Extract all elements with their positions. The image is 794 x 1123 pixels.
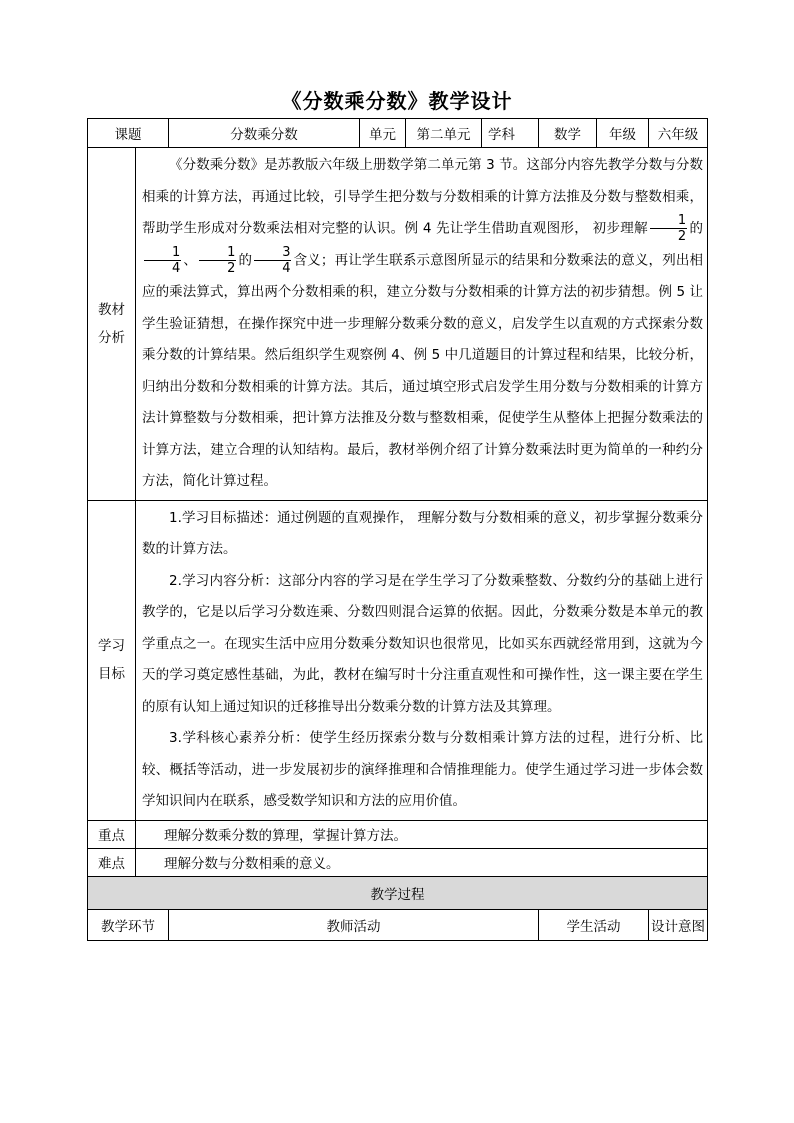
analysis-text (136, 148, 708, 501)
subject-value: 数学 (539, 119, 597, 148)
grade-label: 年级 (597, 119, 649, 148)
difficulty-text: 理解分数与分数相乘的意义。 (136, 848, 708, 876)
fraction-one-half-b: $\frac{1}{2}$ (199, 245, 236, 276)
lesson-plan-table (87, 118, 708, 941)
process-columns-row (88, 909, 708, 940)
fraction-one-half-a: $\frac{1}{2}$ (650, 213, 687, 244)
process-heading: 教学过程 (88, 876, 708, 909)
header-row (88, 119, 708, 148)
objectives-label-line1: 学习 (98, 638, 125, 654)
page-title: 《分数乘分数》教学设计 (281, 89, 513, 113)
key-point-label: 重点 (88, 820, 136, 848)
objective-item-3: 3.学科核心素养分析：使学生经历探索分数与分数相乘计算方法的过程，进行分析、比较、概括等活动，进一步发展初步的演绎推理和合情推理能力。使学生通过学习进一步体会数学知识间内在联系，感受数学知识和方法的应用价值。 (142, 730, 703, 809)
unit-value: 第二单元 (406, 119, 482, 148)
process-heading-row (88, 876, 708, 909)
grade-value: 六年级 (649, 119, 708, 148)
objective-item-2: 2.学习内容分析：这部分内容的学习是在学生学习了分数乘整数、分数约分的基础上进行教学的，它是以后学习分数连乘、分数四则混合运算的依据。因此，分数乘分数是本单元的教学重点之一。在现实生活中应用分数乘分数知识也很常见，比如买东西就经常用到，这就为今天的学习奠定感性基础，为此，教材在编写时十分注重直观性和可操作性，这一课主要在学生的原有认知上通过知识的迁移推导出分数乘分数的计算方法及其算理。 (142, 572, 703, 715)
key-point-row (88, 820, 708, 848)
col-student: 学生活动 (539, 909, 649, 940)
difficulty-row (88, 848, 708, 876)
analysis-row (88, 148, 708, 501)
fraction-three-quarters: $\frac{3}{4}$ (254, 245, 291, 276)
col-intent: 设计意图 (649, 909, 708, 940)
key-point-text: 理解分数乘分数的算理，掌握计算方法。 (136, 820, 708, 848)
topic-value: 分数乘分数 (169, 119, 360, 148)
difficulty-label: 难点 (88, 848, 136, 876)
analysis-text-part-b: 的 (689, 220, 704, 237)
analysis-text-part-d: 的 (238, 252, 253, 269)
objectives-label (88, 500, 136, 820)
analysis-label-line2: 分析 (98, 329, 125, 346)
analysis-label-line1: 教材 (98, 301, 125, 318)
unit-label: 单元 (360, 119, 406, 148)
analysis-text-part-e: 含义；再让学生联系示意图所显示的结果和分数乘法的意义，列出相应的乘法算式，算出两个分数相乘的积，建立分数与分数相乘的计算方法的初步猜想。例 5 让学生验证猜想，在操作探究中进一步理解分数乘分数的意义，启发学生以直观的方式探索分数乘分数的计算结果。然后组织学生观察例 4、例 5 中几道题目的计算过程和结果，比较分析，归纳出分数和分数相乘的计算方法。其后，通过填空形式启发学生用分数与分数相乘的计算方法计算整数与分数相乘，把计算方法推及分数与整数相乘，促使学生从整体上把握分数乘法的计算方法，建立合理的认知结构。最后，教材举例介绍了计算分数乘法时更为简单的一种约分方法，简化计算过程。 (142, 252, 704, 489)
objectives-label-line2: 目标 (98, 666, 125, 682)
analysis-text-part-a: 《分数乘分数》是苏教版六年级上册数学第二单元第 3 节。这部分内容先教学分数与分数相乘的计算方法，再通过比较，引导学生把分数与分数相乘的计算方法推及分数与整数相乘，帮助学生形成对分数乘法相对完整的认识。例 4 先让学生借助直观图形， 初步理解 (142, 157, 703, 237)
objectives-text (136, 500, 708, 820)
objectives-row (88, 500, 708, 820)
col-teacher: 教师活动 (169, 909, 539, 940)
analysis-text-part-c: 、 (183, 252, 198, 269)
subject-label: 学科 (482, 119, 539, 148)
col-stage: 教学环节 (88, 909, 169, 940)
fraction-one-quarter: $\frac{1}{4}$ (144, 245, 181, 276)
objective-item-1: 1.学习目标描述：通过例题的直观操作， 理解分数与分数相乘的意义，初步掌握分数乘分数的计算方法。 (142, 509, 703, 557)
analysis-label (88, 148, 136, 501)
topic-label: 课题 (88, 119, 169, 148)
